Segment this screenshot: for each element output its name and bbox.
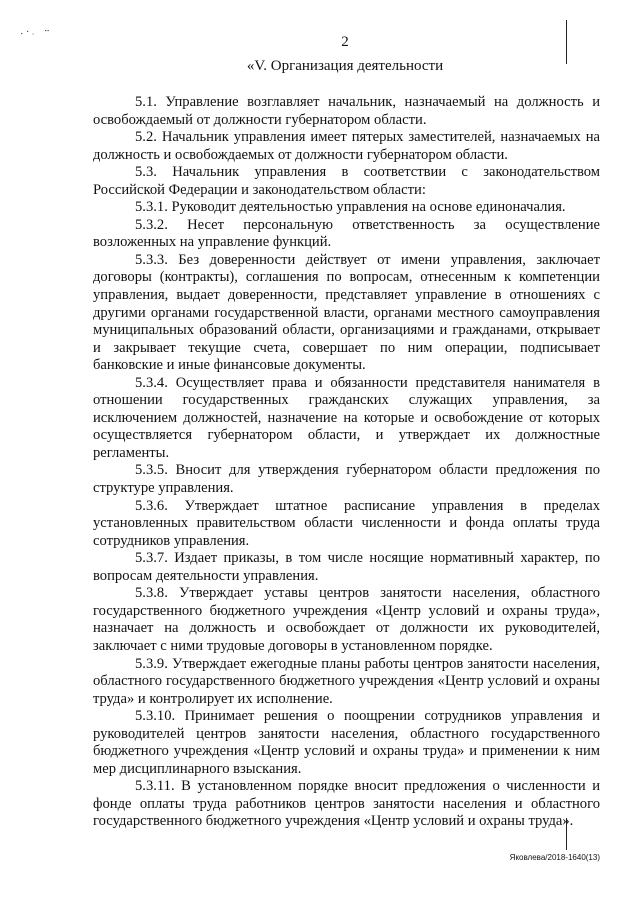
paragraph-5-3-7: 5.3.7. Издает приказы, в том числе носящие нормативный характер, по вопросам деятельности управления. bbox=[93, 550, 600, 584]
body-text bbox=[93, 94, 600, 831]
document-reference: Яковлева/2018-1640(13) bbox=[509, 853, 600, 862]
paragraph-5-3-11: 5.3.11. В установленном порядке вносит предложения о численности и фонде оплаты труда работников центров занятости населения и областного государственного бюджетного учреждения «Центр условий и охраны труда». bbox=[93, 778, 600, 830]
paragraph-5-3-8: 5.3.8. Утверждает уставы центров занятости населения, областного государственного бюджетного учреждения «Центр условий и охраны труда», назначает на должность и освобождает от должности их руководителей, заключает с ними трудовые договоры в установленном порядке. bbox=[93, 585, 600, 654]
page-number: 2 bbox=[341, 34, 349, 50]
paragraph-5-3-9: 5.3.9. Утверждает ежегодные планы работы центров занятости населения, областного государственного бюджетного учреждения «Центр условий и охраны труда» и контролирует их исполнение. bbox=[93, 655, 600, 707]
paragraph-5-3-4: 5.3.4. Осуществляет права и обязанности представителя нанимателя в отношении государственных гражданских служащих управления, за исключением должностей, назначение на которые и освобождение от которых осуществляется губернатором области, и утверждает их должностные регламенты. bbox=[93, 374, 600, 461]
paragraph-5-3-6: 5.3.6. Утверждает штатное расписание управления в пределах установленных правительством области численности и фонда оплаты труда сотрудников управления. bbox=[93, 497, 600, 549]
paragraph-5-1: 5.1. Управление возглавляет начальник, назначаемый на должность и освобождаемый от должности губернатором области. bbox=[93, 94, 600, 128]
paragraph-5-2: 5.2. Начальник управления имеет пятерых заместителей, назначаемых на должность и освобождаемых от должности губернатором области. bbox=[93, 129, 600, 163]
paragraph-5-3-10: 5.3.10. Принимает решения о поощрении сотрудников управления и руководителей центров занятости населения, областного государственного бюджетного учреждения «Центр условий и охраны труда» и применении к ним мер дисциплинарного взыскания. bbox=[93, 708, 600, 777]
scan-artifact: ⠂⠁· bbox=[20, 30, 35, 39]
section-title: «V. Организация деятельности bbox=[246, 58, 444, 74]
paragraph-5-3-2: 5.3.2. Несет персональную ответственность за осуществление возложенных на управление функций. bbox=[93, 216, 600, 251]
paragraph-5-3-5: 5.3.5. Вносит для утверждения губернатором области предложения по структуре управления. bbox=[93, 462, 600, 497]
paragraph-5-3-1: 5.3.1. Руководит деятельностью управления на основе единоначалия. bbox=[135, 199, 566, 216]
scan-artifact: ⠒ bbox=[44, 27, 50, 36]
paragraph-5-3: 5.3. Начальник управления в соответствии с законодательством Российской Федерации и законодательством области: bbox=[93, 164, 600, 198]
paragraph-5-3-3: 5.3.3. Без доверенности действует от имени управления, заключает договоры (контракты), соглашения по вопросам, отнесенным к компетенции управления, выдает доверенности, представляет управление в отношениях с другими органами государственной власти, органами местного самоуправления муниципальных образований области, организациями и гражданами, открывает и закрывает текущие счета, совершает по ним операции, подписывает банковские и иные финансовые документы. bbox=[93, 251, 600, 374]
